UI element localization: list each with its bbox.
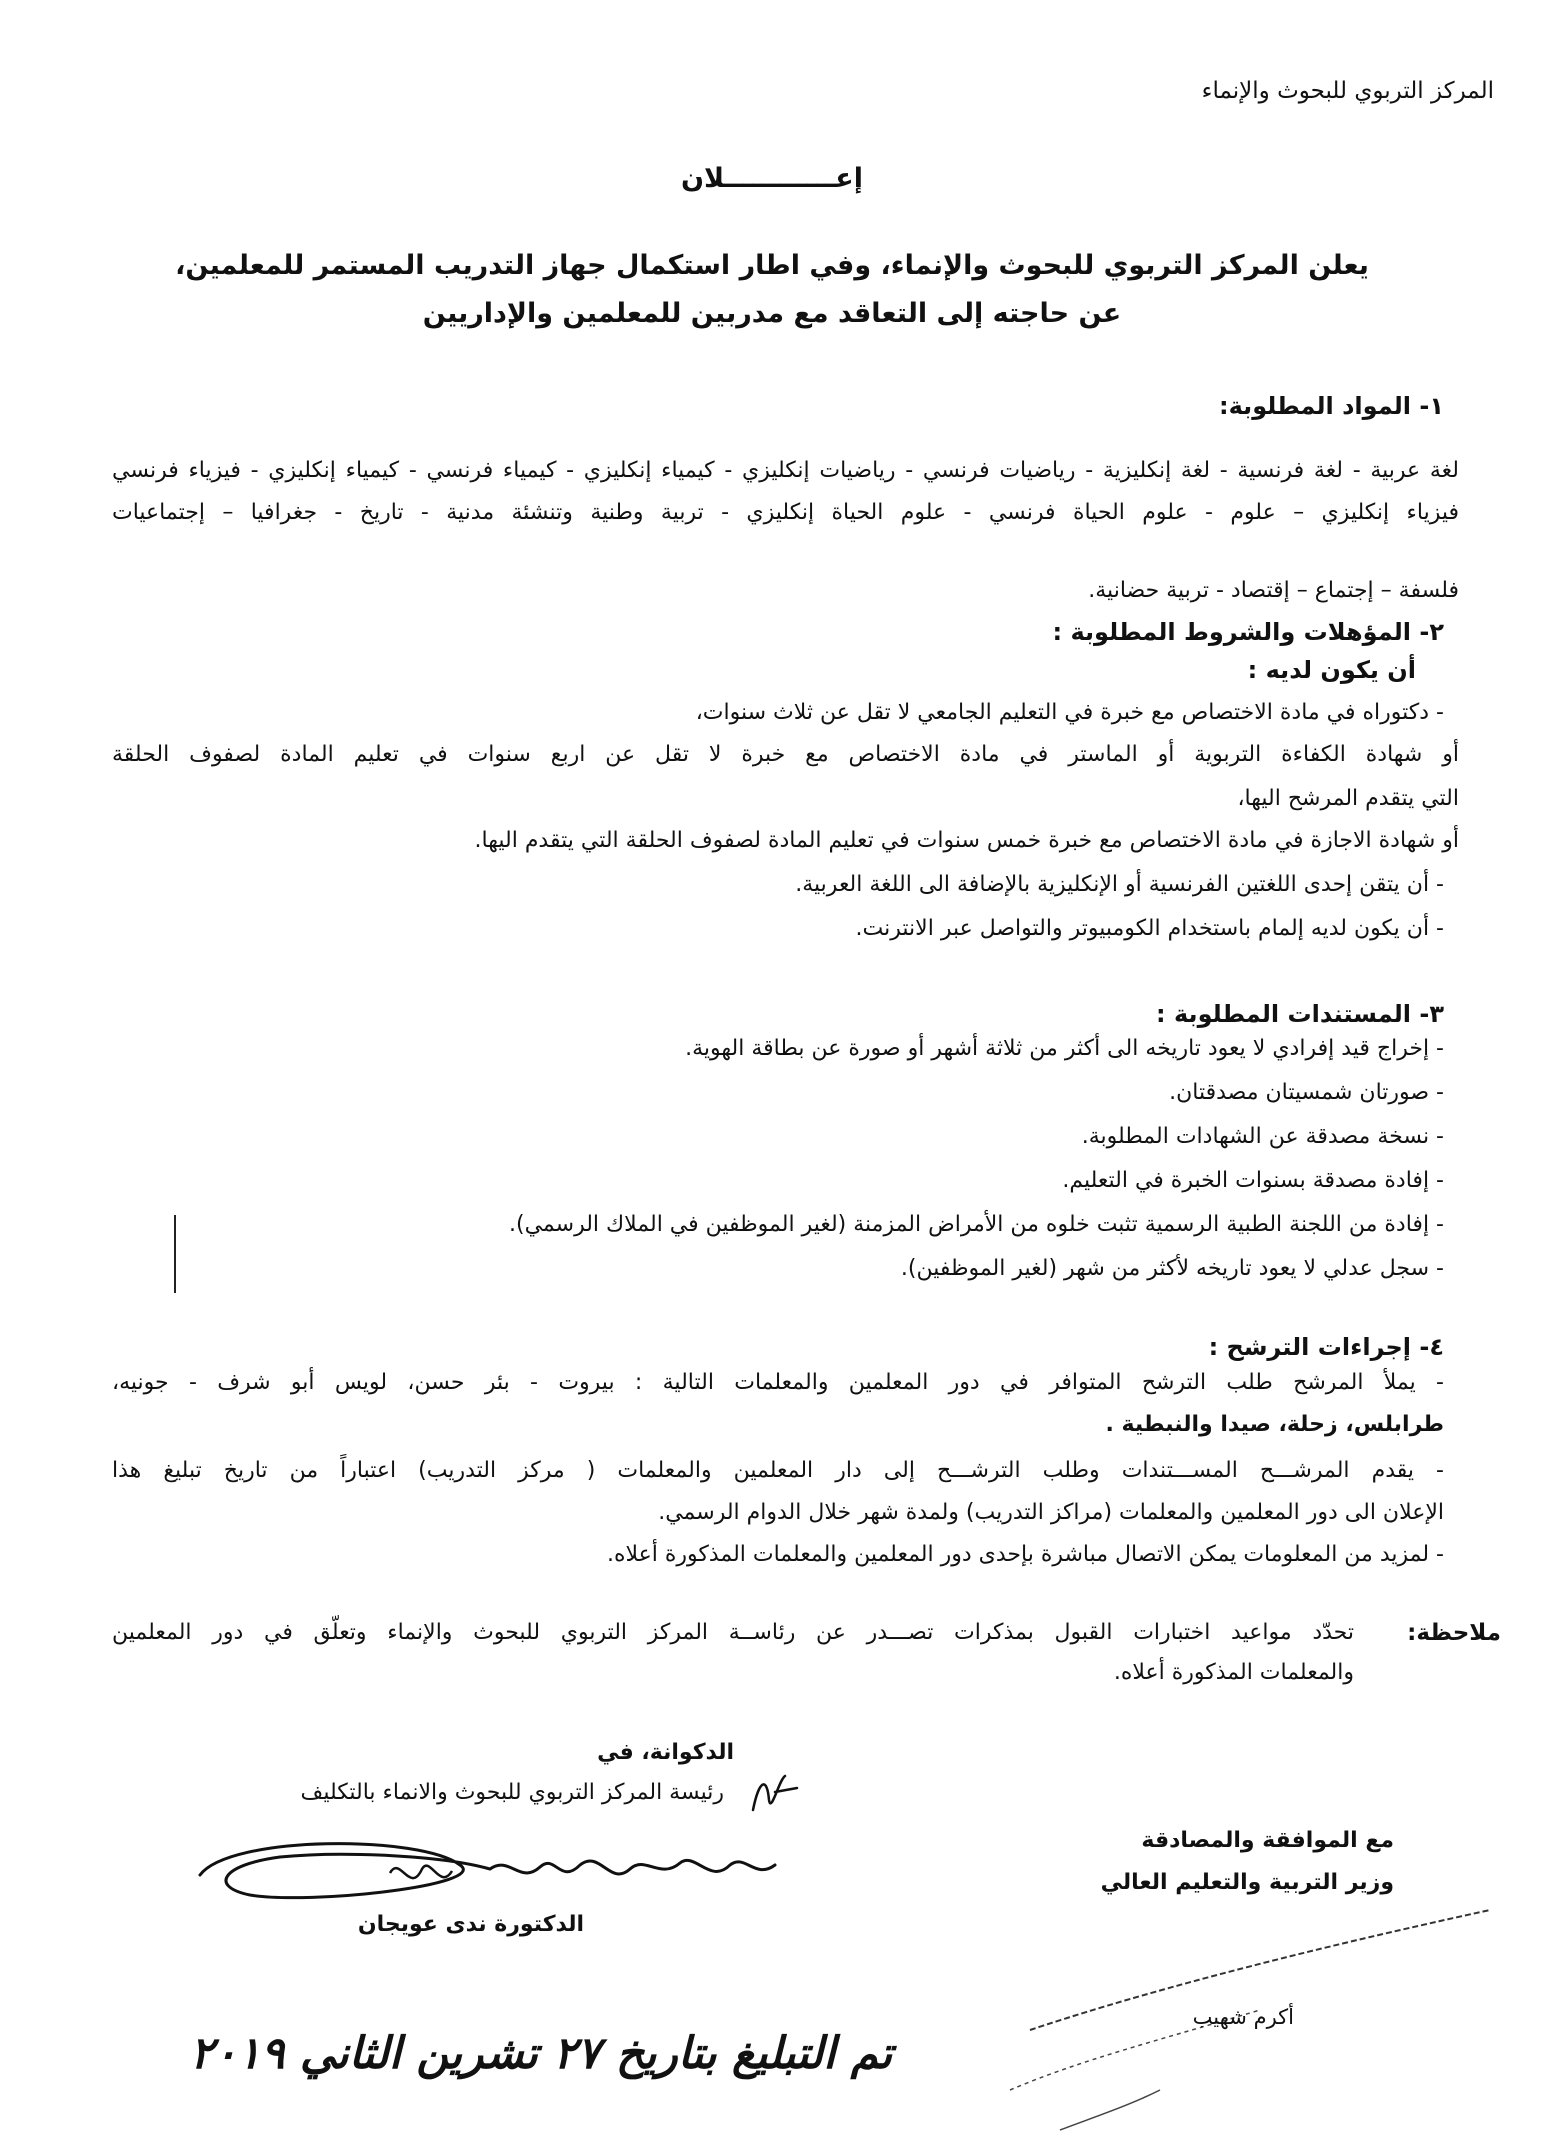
procedure-item-continued: الإعلان الى دور المعلمين والمعلمات (مراكز التدريب) ولمدة شهر خلال الدوام الرسمي. [658, 1500, 1444, 1525]
qualification-item: أو شهادة الاجازة في مادة الاختصاص مع خبرة خمس سنوات في تعليم المادة لصفوف الحلقة التي يتقدم اليها. [474, 828, 1459, 853]
procedure-item: - يقدم المرشـــح المســـتندات وطلب الترشـــح إلى دار المعلمين والمعلمات ( مركز التدريب) اعتباراً من تاريخ تبليغ هذا [112, 1458, 1444, 1483]
section-heading-subjects: ١- المواد المطلوبة: [1219, 392, 1444, 420]
organization-header: المركز التربوي للبحوث والإنماء [1201, 78, 1494, 104]
procedure-item-continued: طرابلس، زحلة، صيدا والنبطية . [1105, 1412, 1444, 1437]
document-item: - نسخة مصدقة عن الشهادات المطلوبة. [1081, 1124, 1444, 1149]
document-item: - صورتان شمسيتان مصدقتان. [1169, 1080, 1444, 1105]
section-heading-procedures: ٤- إجراءات الترشح : [1208, 1333, 1444, 1361]
qualification-item: - أن يكون لديه إلمام باستخدام الكومبيوتر والتواصل عبر الانترنت. [855, 916, 1444, 941]
subjects-line: لغة عربية - لغة فرنسية - لغة إنكليزية - رياضيات فرنسي - رياضيات إنكليزي - كيمياء إنكليزي - كيمياء فرنسي - كيمياء إنكليزي - فيزياء فرنسي [112, 458, 1459, 483]
qualification-item: - أن يتقن إحدى اللغتين الفرنسية أو الإنكليزية بالإضافة الى اللغة العربية. [795, 872, 1444, 897]
qualification-item-continued: التي يتقدم المرشح اليها، [1237, 786, 1459, 811]
signature-place: الدكوانة، في [597, 1740, 734, 1765]
approver-name: أكرم شهيب [1192, 2005, 1294, 2029]
note-text: تحدّد مواعيد اختبارات القبول بمذكرات تصـــدر عن رئاســة المركز التربوي للبحوث والإنماء وتعلّق في دور المعلمين [112, 1620, 1354, 1645]
section-heading-qualifications: ٢- المؤهلات والشروط المطلوبة : [1052, 618, 1444, 646]
note-text: والمعلمات المذكورة أعلاه. [1113, 1660, 1354, 1685]
note-label: ملاحظة: [1407, 1620, 1501, 1646]
intro-line: عن حاجته إلى التعاقد مع مدربين للمعلمين والإداريين [422, 298, 1122, 329]
document-item: - إفادة من اللجنة الطبية الرسمية تثبت خلوه من الأمراض المزمنة (لغير الموظفين في الملاك الرسمي). [509, 1212, 1444, 1237]
document-item: - سجل عدلي لا يعود تاريخه لأكثر من شهر (لغير الموظفين). [900, 1256, 1444, 1281]
signatory-position: رئيسة المركز التربوي للبحوث والانماء بالتكليف [300, 1780, 724, 1805]
margin-mark [170, 1215, 180, 1295]
qualifications-subheading: أن يكون لديه : [1247, 656, 1416, 684]
director-signature [190, 1825, 780, 1925]
announcement-title: إعــــــــــــلان [681, 163, 863, 194]
document-item: - إفادة مصدقة بسنوات الخبرة في التعليم. [1062, 1168, 1444, 1193]
document-item: - إخراج قيد إفرادي لا يعود تاريخه الى أكثر من ثلاثة أشهر أو صورة عن بطاقة الهوية. [685, 1036, 1444, 1061]
procedure-item: - يملأ المرشح طلب الترشح المتوافر في دور المعلمين والمعلمات التالية : بيروت - بئر حسن، لويس أبو شرف - جونيه، [112, 1370, 1444, 1395]
section-heading-documents: ٣- المستندات المطلوبة : [1156, 1000, 1444, 1028]
initials-signature [745, 1770, 805, 1820]
qualification-item: أو شهادة الكفاءة التربوية أو الماستر في مادة الاختصاص مع خبرة لا تقل عن اربع سنوات في تعليم المادة لصفوف الحلقة [112, 742, 1459, 767]
subjects-line: فيزياء إنكليزي – علوم - علوم الحياة فرنسي - علوم الحياة إنكليزي - تربية وطنية وتنشئة مدنية - تاريخ - جغرافيا – إجتماعيات [112, 500, 1459, 525]
subjects-line: فلسفة – إجتماع – إقتصاد - تربية حضانية. [1088, 578, 1459, 603]
qualification-item: - دكتوراه في مادة الاختصاص مع خبرة في التعليم الجامعي لا تقل عن ثلاث سنوات، [695, 700, 1444, 725]
intro-line: يعلن المركز التربوي للبحوث والإنماء، وفي اطار استكمال جهاز التدريب المستمر للمعلمين، [175, 250, 1369, 281]
approval-text: مع الموافقة والمصادقة [1141, 1828, 1394, 1853]
handwritten-date-note: تم التبليغ بتاريخ ٢٧ تشرين الثاني ٢٠١٩ [190, 2028, 893, 2079]
procedure-item: - لمزيد من المعلومات يمكن الاتصال مباشرة بإحدى دور المعلمين والمعلمات المذكورة أعلاه. [606, 1542, 1444, 1567]
approver-position: وزير التربية والتعليم العالي [1100, 1870, 1394, 1895]
signatory-name: الدكتورة ندى عويجان [357, 1912, 584, 1937]
